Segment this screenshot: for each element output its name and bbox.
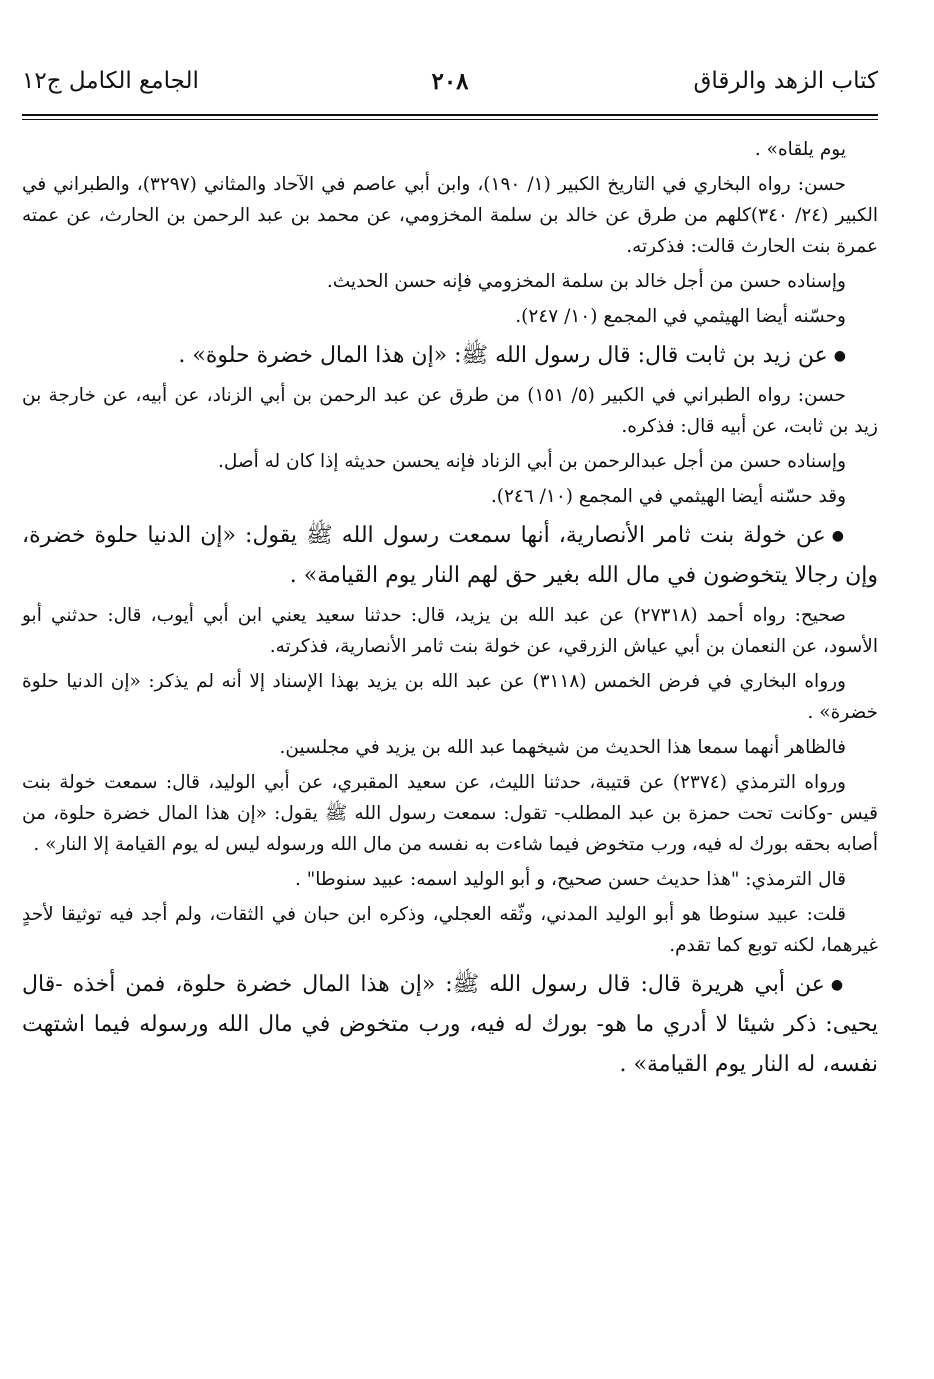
paragraph: صحيح: رواه أحمد (٢٧٣١٨) عن عبد الله بن يزيد، قال: حدثنا سعيد يعني ابن أبي أيوب، قال: حدثني أبو الأسود، عن النعمان بن أبي عياش الزرقي، عن خولة بنت ثامر الأنصارية، فذكرته.	[22, 605, 878, 657]
paragraph: حسن: رواه الطبراني في الكبير (٥/ ١٥١) من طرق عن عبد الرحمن بن أبي الزناد، عن أبيه، عن خارجة بن زيد بن ثابت، عن أبيه قال: فذكره.	[22, 385, 878, 437]
header-rule-thin	[22, 119, 878, 120]
paragraph: يوم يلقاه» .	[754, 139, 846, 160]
bullet-icon: ●	[833, 348, 846, 364]
hadith-paragraph: ●عن أبي هريرة قال: قال رسول الله ﷺ: «إن هذا المال خضرة حلوة، فمن أخذه -قال يحيى: ذكر شيئا لا أدري ما هو- بورك له فيه، ورب متخوض في مال الله ورسوله فيما اشتهت نفسه، له النار يوم القيامة» .	[22, 972, 878, 1077]
volume-label: الجامع الكامل ج١٢	[22, 68, 199, 94]
paragraph: قلت: عبيد سنوطا هو أبو الوليد المدني، وثّقه العجلي، وذكره ابن حبان في الثقات، ولم أجد فيه توثيقا لأحدٍ غيرهما، لكنه توبع كما تقدم.	[22, 904, 878, 956]
header-rule-thick	[22, 114, 878, 116]
paragraph: وإسناده حسن من أجل خالد بن سلمة المخزومي فإنه حسن الحديث.	[326, 271, 846, 292]
page-body	[22, 134, 878, 1085]
paragraph: حسن: رواه البخاري في التاريخ الكبير (١/ ١٩٠)، وابن أبي عاصم في الآحاد والمثاني (٣٢٩٧)، والطبراني في الكبير (٢٤/ ٣٤٠)كلهم من طرق عن خالد بن سلمة المخزومي، عن محمد بن عبد الرحمن بن الحارث، عن عمته عمرة بنت الحارث قالت: فذكرته.	[22, 174, 878, 257]
paragraph: وإسناده حسن من أجل عبدالرحمن بن أبي الزناد فإنه يحسن حديثه إذا كان له أصل.	[218, 451, 846, 472]
hadith-paragraph: ●عن زيد بن ثابت قال: قال رسول الله ﷺ: «إن هذا المال خضرة حلوة» .	[178, 343, 846, 368]
book-title: كتاب الزهد والرقاق	[693, 68, 878, 94]
paragraph: ورواه البخاري في فرض الخمس (٣١١٨) عن عبد الله بن يزيد بهذا الإسناد إلا أنه لم يذكر: «إن الدنيا حلوة خضرة» .	[22, 671, 878, 723]
paragraph: قال الترمذي: "هذا حديث حسن صحيح، و أبو الوليد اسمه: عبيد سنوطا" .	[295, 869, 846, 890]
paragraph: فالظاهر أنهما سمعا هذا الحديث من شيخهما عبد الله بن يزيد في مجلسين.	[279, 737, 846, 758]
paragraph: ورواه الترمذي (٢٣٧٤) عن قتيبة، حدثنا الليث، عن سعيد المقبري، عن أبي الوليد، قال: سمعت خولة بنت قيس -وكانت تحت حمزة بن عبد المطلب- تقول: سمعت رسول الله ﷺ يقول: «إن هذا المال خضرة حلوة، من أصابه بحقه بورك له فيه، ورب متخوض فيما شاءت به نفسه من مال الله ورسوله ليس له يوم القيامة إلا النار» .	[22, 772, 878, 855]
bullet-icon: ●	[830, 977, 846, 993]
hadith-paragraph: ●عن خولة بنت ثامر الأنصارية، أنها سمعت رسول الله ﷺ يقول: «إن الدنيا حلوة خضرة، وإن رجالا يتخوضون في مال الله بغير حق لهم النار يوم القيامة» .	[22, 523, 878, 588]
page-number: ٢٠٨	[431, 68, 469, 95]
page-header	[22, 68, 878, 102]
paragraph: وحسّنه أيضا الهيثمي في المجمع (١٠/ ٢٤٧).	[515, 306, 846, 327]
paragraph: وقد حسّنه أيضا الهيثمي في المجمع (١٠/ ٢٤٦).	[490, 486, 846, 507]
bullet-icon: ●	[831, 528, 846, 544]
